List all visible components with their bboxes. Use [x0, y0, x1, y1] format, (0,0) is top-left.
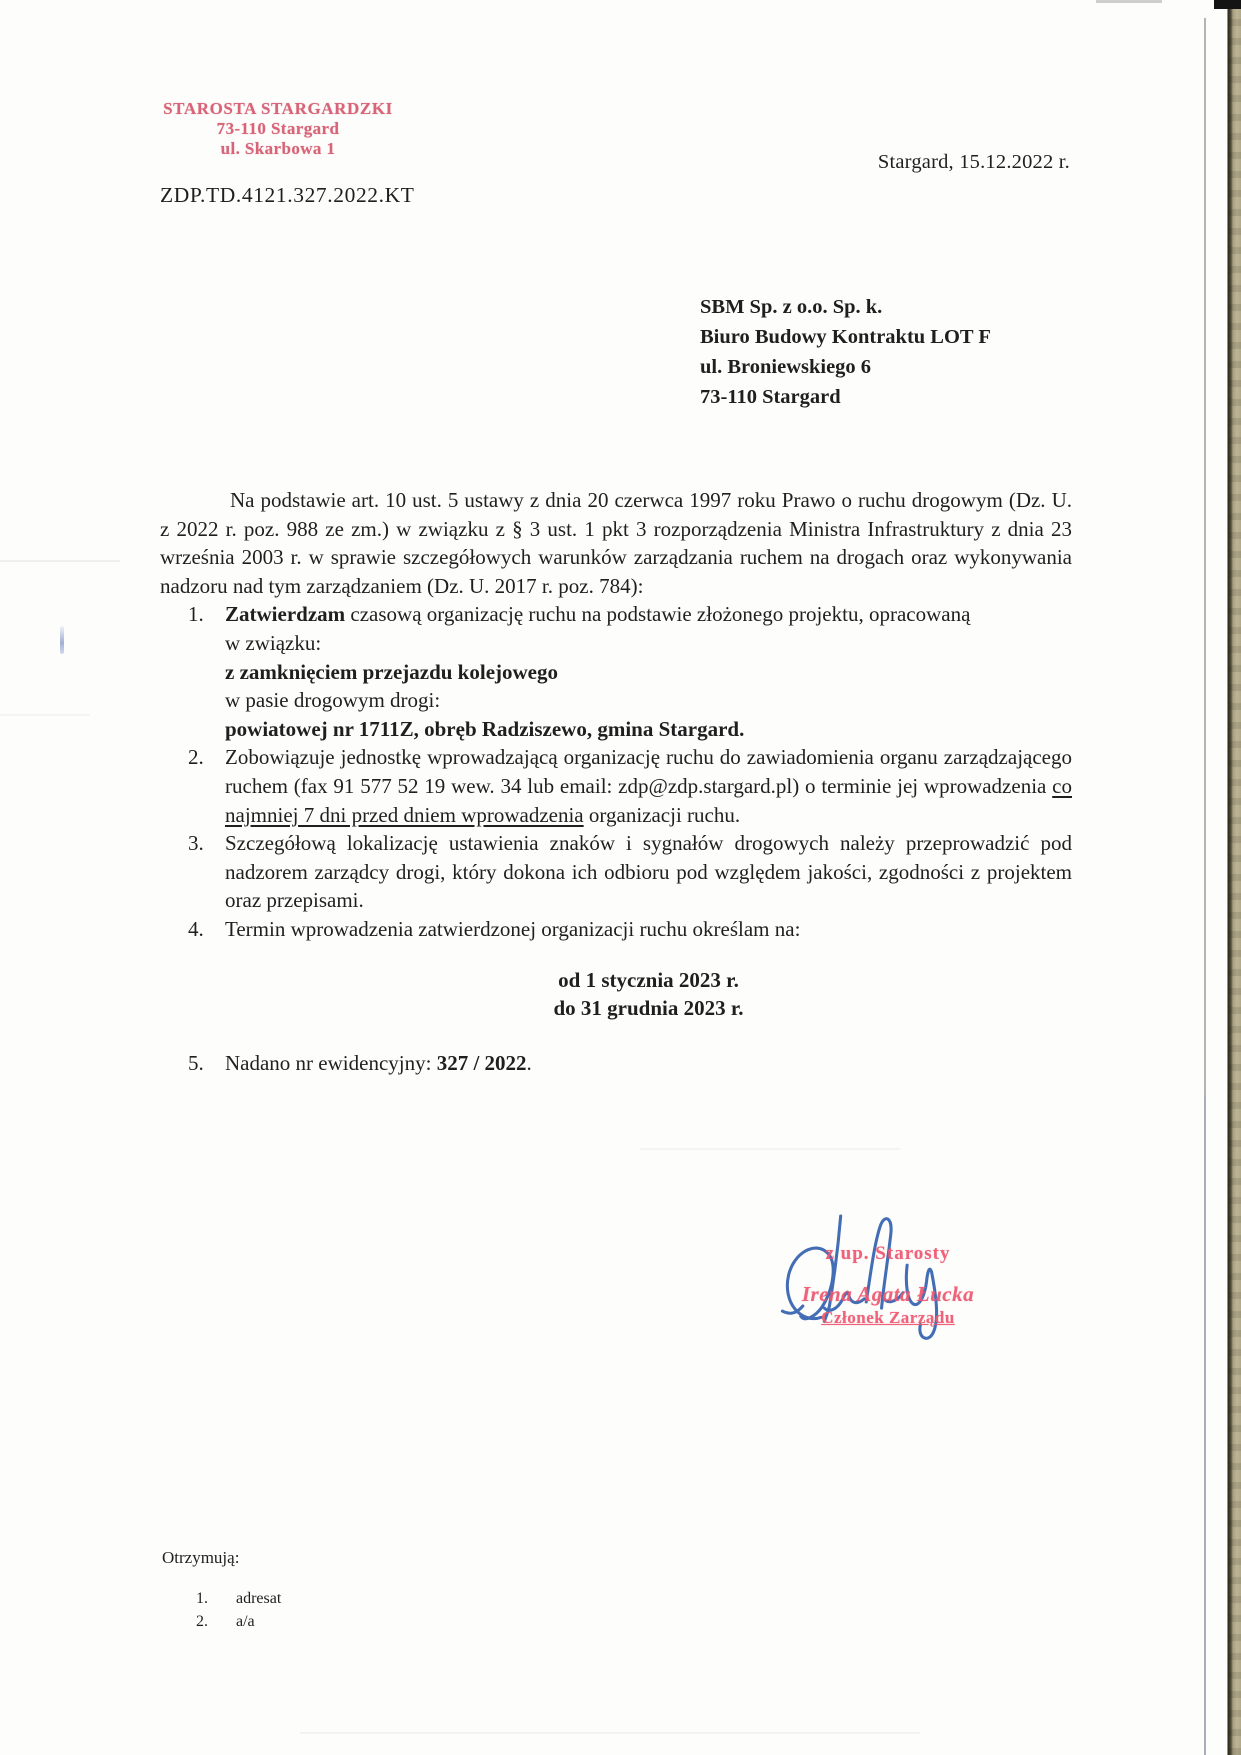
list-item-4 — [160, 915, 1072, 944]
item5-seg1: Nadano nr ewidencyjny: — [225, 1050, 437, 1075]
item1-line3: z zamknięciem przejazdu kolejowego — [225, 659, 558, 684]
distribution-row — [196, 1587, 281, 1610]
scan-edge-strip-texture — [1228, 0, 1241, 1755]
distribution-row-number: 2. — [196, 1613, 208, 1630]
item5-text — [225, 1049, 1072, 1078]
signature-name: Irena Agata Łucka — [801, 1282, 975, 1306]
scan-streak — [0, 560, 120, 562]
validity-period — [225, 966, 1072, 1022]
item3-text: Szczegółową lokalizację ustawienia znaków i sygnałów drogowych należy przeprowadzić pod nadzorem zarządcy drogi, który dokona ich odbioru pod względem jakości, zgodności z projektem oraz przepisami. — [225, 831, 1072, 913]
item1-lead-bold: Zatwierdzam — [225, 602, 346, 627]
scan-streak — [300, 1732, 920, 1734]
distribution-row-text: adresat — [236, 1590, 282, 1607]
item1-lead — [225, 600, 1072, 629]
item2-underlined-deadline: co najmniej 7 dni przed dniem wprowadzenia — [225, 773, 1072, 827]
recipient-address — [700, 292, 991, 412]
signature-stamp — [772, 1243, 1004, 1328]
item1-line2: w związku: — [225, 630, 322, 655]
recipient-company: SBM Sp. z o.o. Sp. k. — [700, 296, 883, 318]
item5-registry-number: 327 / 2022 — [436, 1050, 527, 1075]
list-item-2 — [160, 743, 1072, 829]
distribution-row-text: a/a — [236, 1613, 255, 1630]
scan-corner-mark — [1214, 0, 1241, 9]
validity-from: od 1 stycznia 2023 r. — [558, 967, 739, 992]
sender-stamp — [158, 99, 398, 159]
item-number: 5. — [188, 1050, 204, 1075]
item4-text: Termin wprowadzenia zatwierdzonej organizacji ruchu określam na: — [225, 916, 801, 941]
item5-seg2: . — [526, 1050, 532, 1075]
list-item-5 — [160, 1049, 1072, 1078]
sender-stamp-name: STAROSTA STARGARDZKI — [163, 99, 393, 118]
letter-body — [160, 486, 1072, 1077]
item2-seg1: Zobowiązuje jednostkę wprowadzającą organizację ruchu do zawiadomienia organu zarządzającego ruchem (fax 91 577 52 19 wew. 34 lub email: zdp@zdp.stargard.pl) o terminie jej wprowadzenia — [225, 745, 1072, 798]
recipient-city: 73-110 Stargard — [700, 386, 841, 408]
distribution-row-number: 1. — [196, 1590, 208, 1607]
recipient-office: Biuro Budowy Kontraktu LOT F — [700, 326, 991, 348]
item-number: 2. — [188, 745, 204, 770]
scan-top-dash — [1096, 0, 1162, 3]
signature-authority: z up. Starosty — [825, 1243, 951, 1264]
signature-title: Członek Zarządu — [821, 1308, 955, 1327]
sender-stamp-postal: 73-110 Stargard — [216, 119, 340, 138]
distribution-row — [196, 1610, 281, 1633]
item1-line4: w pasie drogowym drogi: — [225, 688, 441, 713]
item1-line5: powiatowej nr 1711Z, obręb Radziszewo, gmina Stargard. — [225, 716, 745, 741]
scan-streak — [0, 714, 90, 716]
intro-paragraph: Na podstawie art. 10 ust. 5 ustawy z dnia 20 czerwca 1997 roku Prawo o ruchu drogowym (Dz. U. z 2022 r. poz. 988 ze zm.) w związku z § 3 ust. 1 pkt 3 rozporządzenia Ministra Infrastruktury z dnia 23 września 2003 r. w sprawie szczegółowych warunków zarządzania ruchem na drogach oraz wykonywania nadzoru nad tym zarządzaniem (Dz. U. 2017 r. poz. 784): — [160, 488, 1072, 598]
item-number: 1. — [188, 602, 204, 627]
sender-stamp-street: ul. Skarbowa 1 — [220, 139, 336, 158]
scan-artifact-ink-speck — [60, 626, 64, 654]
case-number: ZDP.TD.4121.327.2022.KT — [160, 183, 415, 207]
item1-lead-rest: czasową organizację ruchu na podstawie złożonego projektu, opracowaną — [345, 602, 971, 627]
place-and-date: Stargard, 15.12.2022 r. — [877, 151, 1070, 173]
item2-seg2: organizacji ruchu. — [583, 802, 741, 827]
distribution-list — [196, 1587, 281, 1633]
paper-edge-line — [1204, 18, 1206, 1755]
recipient-street: ul. Broniewskiego 6 — [700, 356, 872, 378]
item-number: 3. — [188, 831, 204, 856]
list-item-3 — [160, 829, 1072, 915]
scan-streak — [640, 1148, 900, 1150]
item2-text — [225, 743, 1072, 829]
distribution-label: Otrzymują: — [162, 1548, 240, 1567]
validity-to: do 31 grudnia 2023 r. — [553, 995, 744, 1020]
list-item-1 — [160, 600, 1072, 743]
item-number: 4. — [188, 916, 204, 941]
